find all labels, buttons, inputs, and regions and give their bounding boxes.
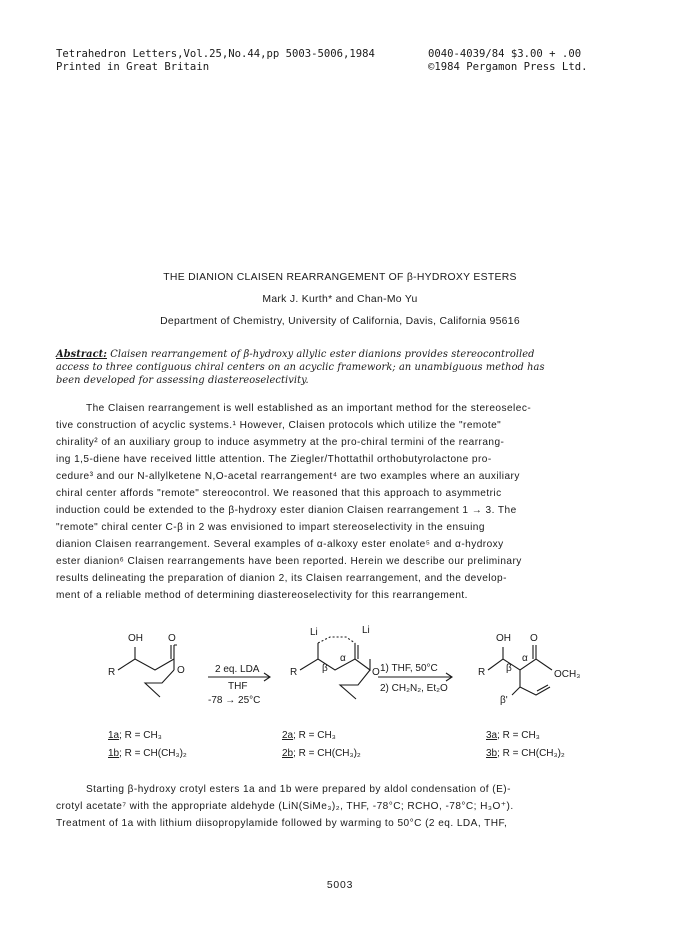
abstract-line-1: Abstract: Claisen rearrangement of β-hydroxy allylic ester dianions provides stereocontrolled [56,349,535,360]
paragraph1-line: cedure³ and our N-allylketene N,O-acetal rearrangement⁴ are two examples where an auxiliary [56,471,520,482]
paragraph2-line: Starting β-hydroxy crotyl esters 1a and 1b were prepared by aldol condensation of (E)- [86,784,511,795]
step1-reagent: 2 eq. LDA [215,664,260,675]
c3-alpha-label: α [522,653,528,664]
c3-och3-label: OCH₃ [554,669,581,680]
printed-in: Printed in Great Britain [56,61,210,73]
c3-r-label: R [478,667,486,678]
step1-temp: -78 → 25°C [208,695,261,706]
affiliation: Department of Chemistry, University of California, Davis, California 95616 [160,316,520,327]
abstract-line-2: access to three contiguous chiral centers on an acyclic framework; an unambiguous method has [56,362,545,373]
abstract-label: Abstract: [56,349,108,360]
paragraph1-line: The Claisen rearrangement is well established as an important method for the stereoselec- [86,403,532,414]
copyright: ©1984 Pergamon Press Ltd. [428,61,588,73]
paragraph1-line: tive construction of acyclic systems.¹ However, Claisen protocols which utilize the "remote" [56,420,502,431]
paragraph1-line: dianion Claisen rearrangement. Several examples of α-alkoxy ester enolate⁵ and α-hydroxy [56,539,504,550]
paragraph1-line: results delineating the preparation of dianion 2, its Claisen rearrangement, and the develop- [56,573,507,584]
c2-r-label: R [290,667,298,678]
journal-citation: Tetrahedron Letters,Vol.25,No.44,pp 5003-5006,1984 [56,48,375,60]
paragraph1-line: ester dianion⁶ Claisen rearrangements have been reported. Herein we describe our preliminary [56,556,522,567]
c3-oh-label: OH [496,633,511,644]
c2-beta-label: β [322,663,328,674]
c1-ester-o-label: O [177,665,185,676]
reaction-scheme [0,615,680,730]
compound-3b: 3b; R = CH(CH₃)₂ [486,748,565,759]
c2-li-label: Li [310,627,318,638]
c1-oh-label: OH [128,633,143,644]
compound-1b: 1b; R = CH(CH₃)₂ [108,748,187,759]
c1-r-label: R [108,667,116,678]
paragraph1-line: chirality² of an auxiliary group to induce asymmetry at the pro-chiral termini of the rearrang- [56,437,505,448]
article-title: THE DIANION CLAISEN REARRANGEMENT OF β-HYDROXY ESTERS [163,272,517,283]
paragraph1-line: induction could be extended to the β-hydroxy ester dianion Claisen rearrangement 1 → 3. The [56,505,517,516]
authors: Mark J. Kurth* and Chan-Mo Yu [262,294,418,305]
compound-2a: 2a; R = CH₃ [282,730,336,741]
compound-3a: 3a; R = CH₃ [486,730,540,741]
abstract-line-3: been developed for assessing diastereoselectivity. [56,375,309,386]
c3-beta-label: β [506,663,512,674]
c3-o-label: O [530,633,538,644]
issn-price: 0040-4039/84 $3.00 + .00 [428,48,582,60]
c2-ester-o-label: O [372,667,380,678]
paragraph2-line: Treatment of 1a with lithium diisopropylamide followed by warming to 50°C (2 eq. LDA, THF, [56,818,508,829]
c2-li-label-2: Li [362,625,370,636]
paragraph1-line: ment of a reliable method of determining diastereoselectivity for this rearrangement. [56,590,468,601]
c1-o-label: O [168,633,176,644]
paragraph1-line: "remote" chiral center C-β in 2 was envisioned to impart stereoselectivity in the ensuing [56,522,485,533]
step2-line-1: 1) THF, 50°C [380,663,438,674]
paragraph2-line: crotyl acetate⁷ with the appropriate aldehyde (LiN(SiMe₃)₂, THF, -78°C; RCHO, -78°C; H₃O⁺). [56,801,514,812]
c2-alpha-label: α [340,653,346,664]
compound-2b: 2b; R = CH(CH₃)₂ [282,748,361,759]
step1-solvent: THF [228,681,248,692]
paragraph1-line: ing 1,5-diene have received little attention. The Ziegler/Thottathil orthobutyrolactone pro- [56,454,492,465]
paragraph1-line: chiral center affords "remote" stereocontrol. We reasoned that this approach to asymmetric [56,488,502,499]
compound-1a: 1a; R = CH₃ [108,730,162,741]
step2-line-2: 2) CH₂N₂, Et₂O [380,683,448,694]
page-number: 5003 [326,880,354,891]
c3-beta-prime-label: β' [500,695,508,706]
